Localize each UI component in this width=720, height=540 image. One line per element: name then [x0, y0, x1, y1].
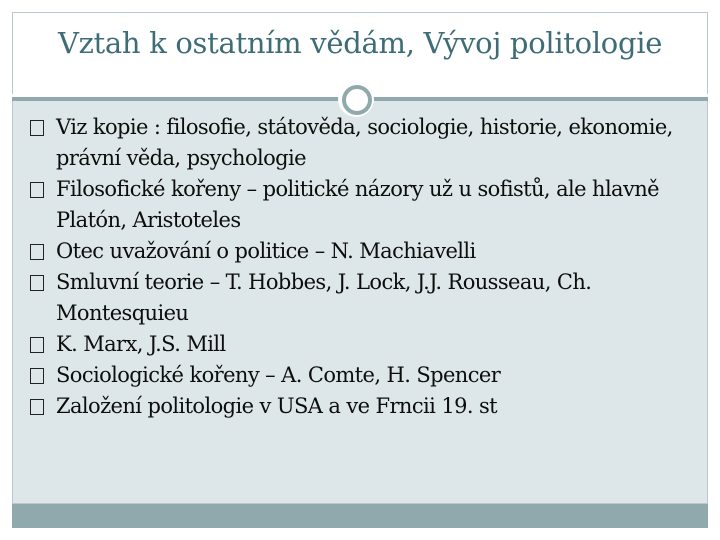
bullet-box-icon: [30, 244, 44, 260]
bullet-text: Viz kopie : filosofie, státověda, sociologie, historie, ekonomie, právní věda, psychologie: [56, 115, 673, 170]
bullet-text: Smluvní teorie – T. Hobbes, J. Lock, J.J. Rousseau, Ch. Montesquieu: [56, 270, 592, 325]
bullet-text: Filosofické kořeny – politické názory už u sofistů, ale hlavně Platón, Aristoteles: [56, 177, 659, 232]
bullet-text: Sociologické kořeny – A. Comte, H. Spencer: [56, 363, 501, 387]
slide-title: Vztah k ostatním vědám, Vývoj politologie: [57, 26, 663, 60]
bullet-item: [30, 391, 700, 422]
bullet-box-icon: [30, 368, 44, 384]
footer-bar: [12, 504, 708, 528]
bullet-box-icon: [30, 120, 44, 136]
bullet-list: [30, 112, 700, 422]
ring-icon: [342, 85, 372, 115]
bullet-text: Založení politologie v USA a ve Frncii 19. st: [56, 394, 498, 418]
bullet-item: [30, 329, 700, 360]
bullet-text: Otec uvažování o politice – N. Machiavelli: [56, 239, 476, 263]
bullet-box-icon: [30, 337, 44, 353]
bullet-box-icon: [30, 399, 44, 415]
bullet-item: [30, 112, 700, 174]
bullet-box-icon: [30, 182, 44, 198]
bullet-item: [30, 360, 700, 391]
bullet-box-icon: [30, 275, 44, 291]
bullet-item: [30, 174, 700, 236]
bullet-item: [30, 236, 700, 267]
bullet-item: [30, 267, 700, 329]
bullet-text: K. Marx, J.S. Mill: [56, 332, 226, 356]
